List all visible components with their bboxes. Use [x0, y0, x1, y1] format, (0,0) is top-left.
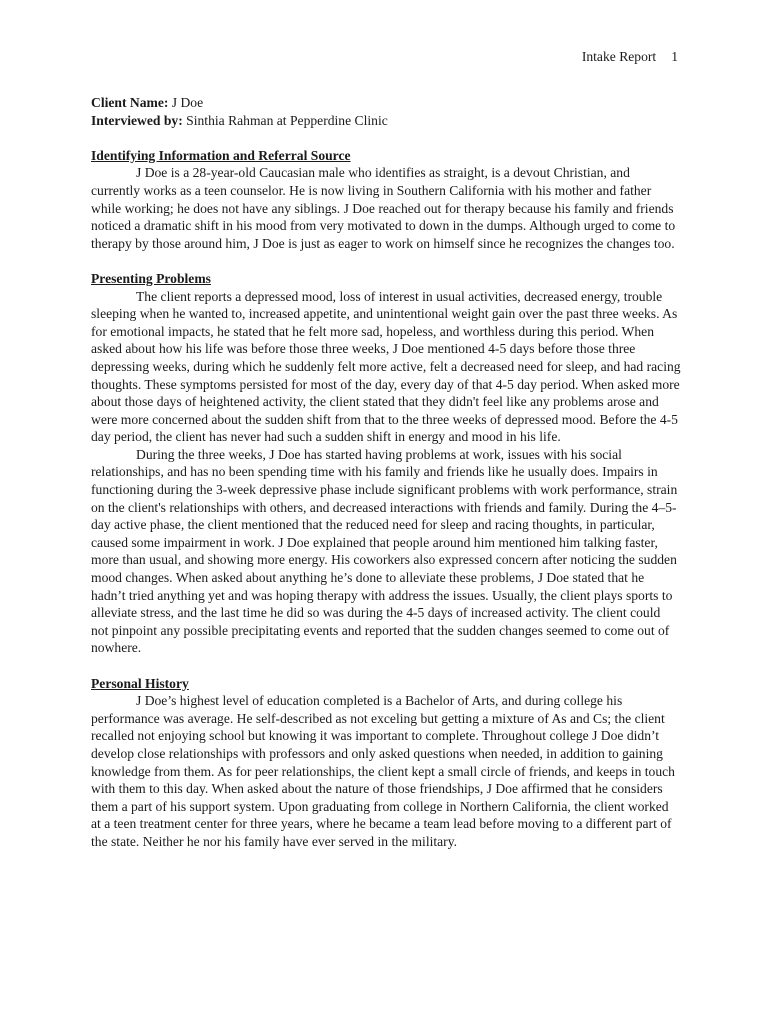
section-paragraph: J Doe’s highest level of education completed is a Bachelor of Arts, and during college his performance was average. He self-described as not exceling but getting a mixture of As and Cs; the client recalled not enjoying school but knowing it was important to complete. Throughout college J Doe didn’t develop close relationships with professors and only asked questions when needed, in addition to gaining knowledge from them. As for peer relationships, the client kept a small circle of friends, and keeps in touch with them to this day. When asked about the nature of those friendships, J Doe affirmed that he considers them a part of his support system. Upon graduating from college in Northern California, the client worked at a teen treatment center for three years, where he became a team lead before moving to a different part of the state. Neither he nor his family have ever served in the military. — [91, 693, 675, 849]
section-heading: Presenting Problems — [91, 270, 211, 286]
client-fields — [91, 94, 681, 129]
client-name-field — [91, 94, 681, 112]
interviewer-label: Interviewed by: — [91, 112, 183, 128]
interviewer-field — [91, 112, 681, 130]
interviewer-value: Sinthia Rahman at Pepperdine Clinic — [186, 112, 388, 128]
section-heading: Personal History — [91, 675, 189, 691]
client-name-label: Client Name: — [91, 95, 169, 110]
section-paragraph: The client reports a depressed mood, loss of interest in usual activities, decreased energy, trouble sleeping when he wanted to, increased appetite, and unintentional weight gain over the past three weeks. As for emotional impacts, he stated that he felt more sad, hopeless, and worthless during this period. When asked about how his life was before those three weeks, J Doe mentioned 4-5 days before those three depressing weeks, during which he suddenly felt more active, felt a decreased need for sleep, and had racing thoughts. These symptoms persisted for most of the day, every day of that 4-5 day period. When asked more about those days of heightened activity, the client stated that they didn't feel like any problems arose and were more concerned about the sudden shift from that to the three weeks of depressed mood. Before the 4-5 day period, the client has never had such a sudden shift in energy and mood in his life. — [91, 288, 681, 445]
running-head-title: Intake Report — [581, 49, 657, 64]
section-identifying-information — [91, 147, 681, 253]
section-presenting-problems — [91, 270, 681, 657]
report-body — [91, 94, 681, 851]
page-number: 1 — [671, 49, 678, 64]
section-paragraph: During the three weeks, J Doe has started having problems at work, issues with his social relationships, and has no been spending time with his family and friends like he usually does. Impairs in functioning during the 3-week depressive phase include significant problems with work performance, strain on the client's relationships with others, and decreased interactions with friends and family. During the 4–5-day active phase, the client mentioned that the reduced need for sleep and racing thoughts, in particular, caused some impairment in work. J Doe explained that people around him mentioned him talking faster, more than usual, and showing more energy. His coworkers also expressed concern after noticing the sudden mood changes. When asked about anything he’s done to alleviate these problems, J Doe stated that he hadn’t tried anything yet and was hoping therapy with address the issues. Usually, the client plays sports to alleviate stress, and the last time he did so was during the 4-5 days of increased activity. The client could not pinpoint any possible precipitating events and reported that the sudden changes seemed to come out of nowhere. — [91, 446, 678, 656]
client-name-value: J Doe — [171, 95, 204, 110]
section-heading: Identifying Information and Referral Source — [91, 147, 351, 163]
running-head — [582, 49, 678, 65]
section-paragraph: J Doe is a 28-year-old Caucasian male who identifies as straight, is a devout Christian, and currently works as a teen counselor. He is now living in Southern California with his mother and father while working; he does not have any siblings. J Doe reached out for therapy because his family and friends noticed a dramatic shift in his mood from very motivated to down in the dumps. Although urged to come to therapy by those around him, J Doe is just as eager to work on himself since he recognizes the changes too. — [91, 165, 676, 251]
section-personal-history — [91, 675, 681, 851]
